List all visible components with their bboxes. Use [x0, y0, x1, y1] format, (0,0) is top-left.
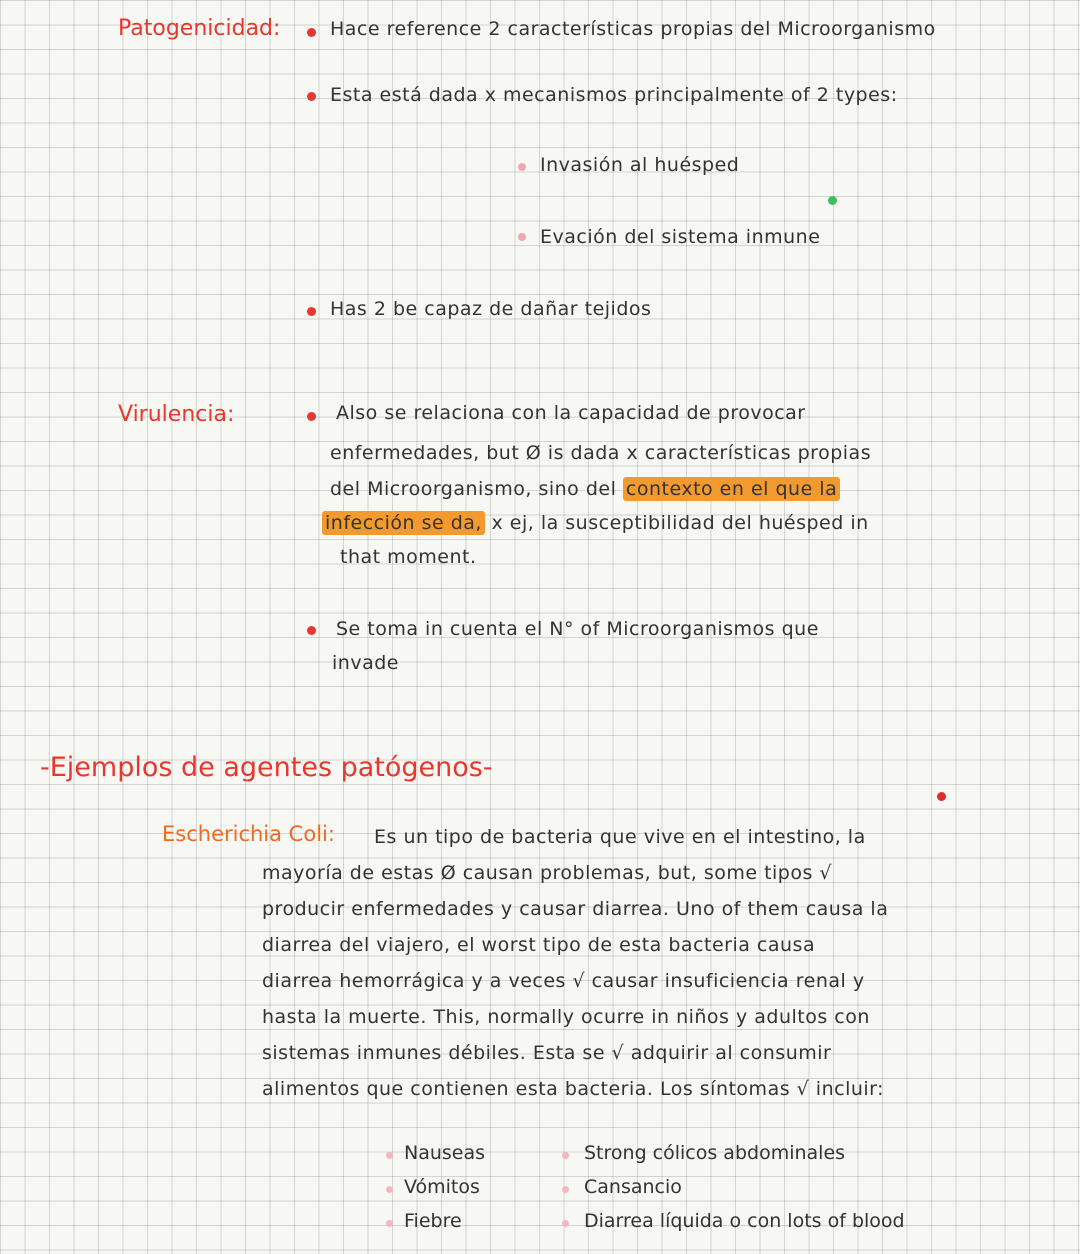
- ecoli-line-3: producir enfermedades y causar diarrea. Uno of them causa la: [262, 898, 889, 920]
- ecoli-line-1: Es un tipo de bacteria que vive en el intestino, la: [374, 826, 866, 848]
- bullet-dot: [307, 626, 316, 635]
- list-bullet: [562, 1152, 569, 1159]
- symptom-item: Nauseas: [404, 1142, 486, 1164]
- ecoli-line-6: hasta la muerte. This, normally ocurre in niños y adultos con: [262, 1006, 870, 1028]
- sub-bullet-dot: [518, 163, 526, 171]
- symptom-item: Vómitos: [404, 1176, 480, 1198]
- green-dot: [828, 196, 837, 205]
- virulencia-line-1: Also se relaciona con la capacidad de provocar: [336, 402, 806, 424]
- bullet-dot: [307, 307, 316, 316]
- virulencia-line-3: [330, 478, 840, 500]
- patogenicidad-sub-2: Evación del sistema inmune: [540, 226, 821, 248]
- term-escherichia-coli: Escherichia Coli:: [162, 822, 335, 846]
- list-bullet: [386, 1220, 393, 1227]
- red-dot: [937, 792, 946, 801]
- symptom-item: Fiebre: [404, 1210, 462, 1232]
- bullet-dot: [307, 28, 316, 37]
- virulencia-bullet-2-line-2: invade: [332, 652, 399, 674]
- highlighted-text: contexto en el que la: [623, 477, 840, 501]
- virulencia-line-3-text: del Microorganismo, sino del: [330, 478, 623, 500]
- virulencia-line-4-text: x ej, la susceptibilidad del huésped in: [484, 512, 869, 534]
- patogenicidad-bullet-3: Has 2 be capaz de dañar tejidos: [330, 298, 652, 320]
- patogenicidad-sub-1: Invasión al huésped: [540, 154, 740, 176]
- list-bullet: [386, 1186, 393, 1193]
- list-bullet: [562, 1186, 569, 1193]
- virulencia-line-4: [322, 512, 869, 534]
- list-bullet: [562, 1220, 569, 1227]
- symptom-item: Strong cólicos abdominales: [584, 1142, 846, 1164]
- ecoli-line-8: alimentos que contienen esta bacteria. Los síntomas √ incluir:: [262, 1078, 885, 1100]
- section-heading: -Ejemplos de agentes patógenos-: [40, 752, 493, 783]
- virulencia-bullet-2-line-1: Se toma in cuenta el N° of Microorganismos que: [336, 618, 819, 640]
- virulencia-line-2: enfermedades, but Ø is dada x características propias: [330, 442, 872, 464]
- highlighted-text: infección se da,: [322, 511, 485, 535]
- patogenicidad-bullet-1: Hace reference 2 características propias del Microorganismo: [330, 18, 936, 40]
- ecoli-line-2: mayoría de estas Ø causan problemas, but, some tipos √: [262, 862, 833, 884]
- ecoli-line-5: diarrea hemorrágica y a veces √ causar insuficiencia renal y: [262, 970, 865, 992]
- bullet-dot: [307, 412, 316, 421]
- virulencia-line-5: that moment.: [340, 546, 477, 568]
- ecoli-line-7: sistemas inmunes débiles. Esta se √ adquirir al consumir: [262, 1042, 832, 1064]
- symptom-item: Cansancio: [584, 1176, 682, 1198]
- sub-bullet-dot: [518, 233, 526, 241]
- ecoli-line-4: diarrea del viajero, el worst tipo de esta bacteria causa: [262, 934, 816, 956]
- symptom-item: Diarrea líquida o con lots of blood: [584, 1210, 905, 1232]
- patogenicidad-bullet-2: Esta está dada x mecanismos principalmente of 2 types:: [330, 84, 898, 106]
- term-patogenicidad: Patogenicidad:: [118, 16, 281, 41]
- bullet-dot: [307, 92, 316, 101]
- term-virulencia: Virulencia:: [118, 402, 235, 427]
- list-bullet: [386, 1152, 393, 1159]
